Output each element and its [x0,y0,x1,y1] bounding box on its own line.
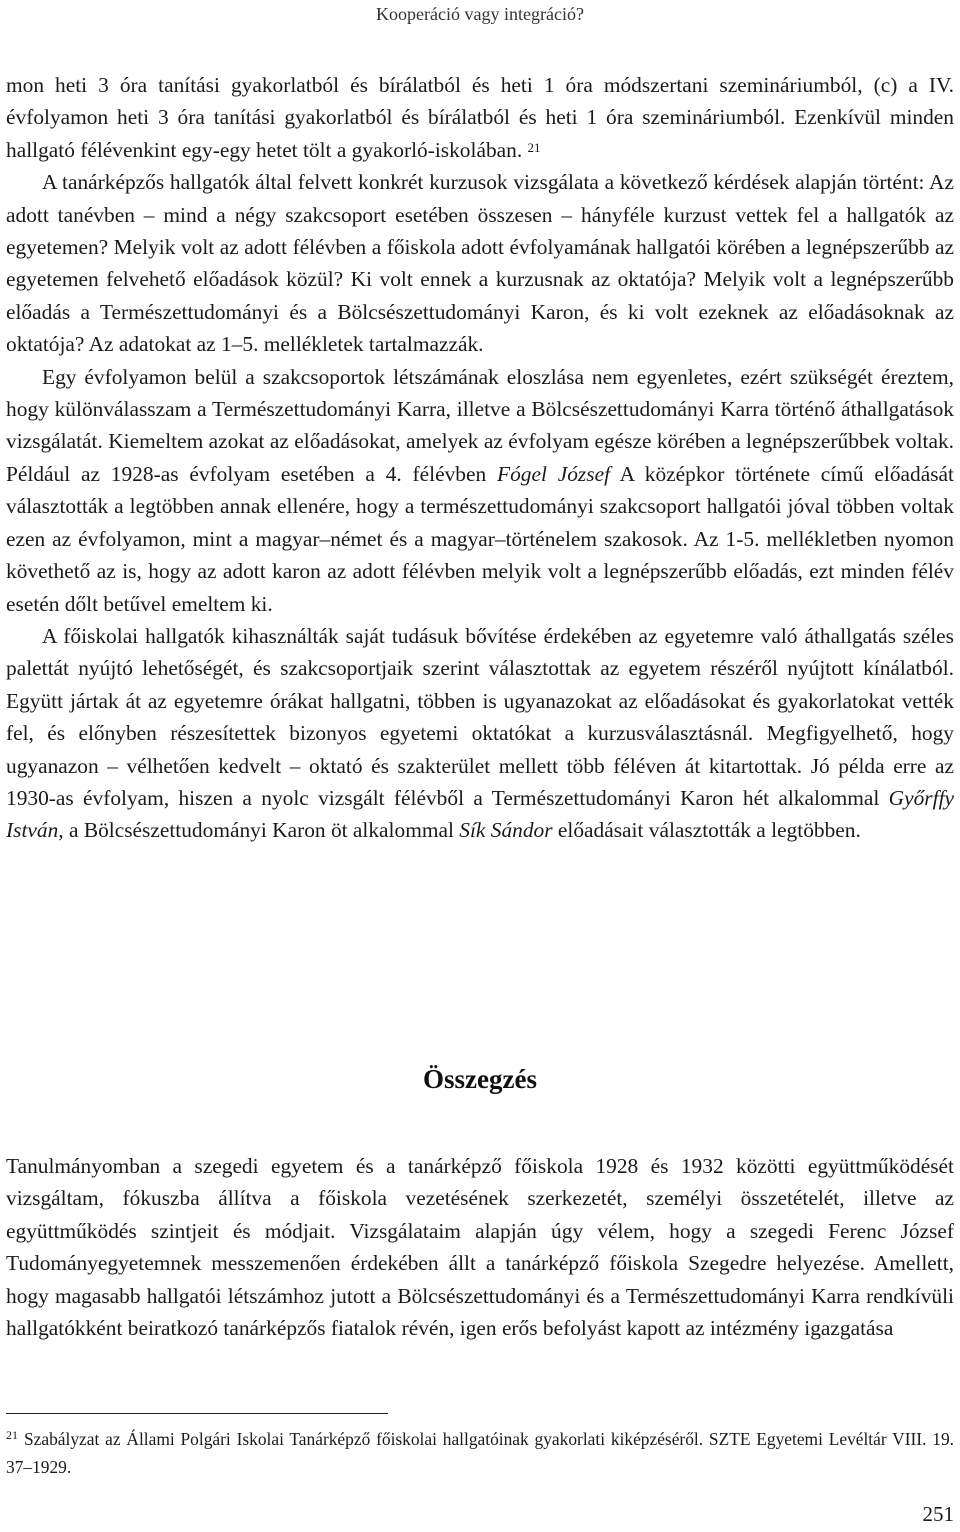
paragraph [6,361,954,620]
footnote-number: 21 [6,1428,18,1442]
footnote [6,1426,954,1480]
paragraph-continuation [6,69,954,166]
paragraph: Tanulmányomban a szegedi egyetem és a tanárképző főiskola 1928 és 1932 közötti együttműködését vizsgáltam, fókuszba állítva a főiskola vezetésének szerkezetét, személyi összetételét, illetve az együttműködés szintjeit és módjait. Vizsgálataim alapján úgy vélem, hogy a szegedi Ferenc József Tudományegyetemnek messzemenően érdekében állt a tanárképző főiskola Szegedre helyezése. Amellett, hogy magasabb hallgatói létszámhoz jutott a Bölcsészettudományi és a Természettudományi Karra rendkívüli hallgatókként beiratkozó tanárképzős fiatalok révén, igen erős befolyást kapott az intézmény igazgatása [6,1154,954,1341]
italic-person-name: Fógel József [497,461,611,486]
footnote-text: Szabályzat az Állami Polgári Iskolai Tanárképző főiskolai hallgatóinak gyakorlati kiképzéséről. SZTE Egyetemi Levéltár VIII. 19. 37–1929. [6,1429,954,1477]
paragraph-text: A főiskolai hallgatók kihasználták saját tudásuk bővítése érdekében az egyetemre való áthallgatás széles palettát nyújtó lehetőségét, és szakcsoportjaik szerint választottak az egyetem részéről nyújtott kínálatból. Együtt jártak át az egyetemre órákat hallgatni, többen is ugyanazokat az előadásokat és gyakorlatokat vették fel, és előnyben részesítettek bizonyos egyetemi oktatókat a kurzusválasztásnál. Megfigyelhető, hogy ugyanazon – vélhetően kedvelt – oktató és szakterület mellett több féléven át kitartottak. Jó példa erre az 1930-as évfolyam, hiszen a nyolc vizsgált félévből a Természettudományi Karon hét alkalommal [6,623,954,810]
paragraph: A tanárképzős hallgatók által felvett konkrét kurzusok vizsgálata a következő kérdések alapján történt: Az adott tanévben – mind a négy szakcsoport esetében összesen – hányféle kurzust vettek fel a hallgatók az egyetemen? Melyik volt az adott félévben a főiskola adott évfolyamának hallgatói körében a legnépszerűbb az egyetemen felvehető előadások közül? Ki volt ennek a kurzusnak az oktatója? Melyik volt a legnépszerűbb előadás a Természettudományi és a Bölcsészettudományi Karon, és ki volt ezeknek az előadásoknak az oktatója? Az adatokat az 1–5. mellékletek tartalmazzák. [6,170,954,357]
paragraph-text: , a Bölcsészettudományi Karon öt alkalommal [58,818,454,843]
italic-person-name: Győrffy István [6,785,955,843]
italic-person-name: Sík Sándor [459,818,553,843]
summary-text-block [6,1150,954,1344]
running-head: Kooperáció vagy integráció? [376,4,584,24]
footnote-divider [6,1413,388,1414]
paragraph-text: mon heti 3 óra tanítási gyakorlatból és bírálatból és heti 1 óra módszertani szemináriumból, (c) a IV. évfolyamon heti 3 óra tanítási gyakorlatból és bírálatból és heti 1 óra szemináriumból. Ezenkívül minden hallgató félévenkint egy-egy hetet tölt a gyakorló-iskolában. [6,73,954,162]
paragraph-text: Egy évfolyamon belül a szakcsoportok létszámának eloszlása nem egyenletes, ezért szükségét éreztem, hogy különválasszam a Természettudományi Karra, illetve a Bölcsészettudományi Karra történő áthallgatások vizsgálatát. Kiemeltem azokat az előadásokat, amelyek az évfolyam egésze körében a legnépszerűbbek voltak. Például az 1928-as évfolyam esetében a 4. félévben [6,364,954,486]
body-text-block [6,69,954,847]
paragraph-text: A középkor története című előadását választották a legtöbben annak ellenére, hogy a természettudományi szakcsoport hallgatói jóval többen voltak ezen az évfolyamon, mint a magyar–német és a magyar–történelem szakosok. Az 1-5. mellékletben nyomon követhető az is, hogy az adott karon az adott félévben melyik volt a legnépszerűbb előadás, ezt minden félév esetén dőlt betűvel emeltem ki. [6,461,954,616]
section-heading: Összegzés [423,1064,537,1094]
paragraph-text: előadásait választották a legtöbben. [557,818,861,843]
paragraph [6,620,954,847]
footnote-reference[interactable]: 21 [527,139,541,155]
page-number: 251 [922,1502,954,1526]
